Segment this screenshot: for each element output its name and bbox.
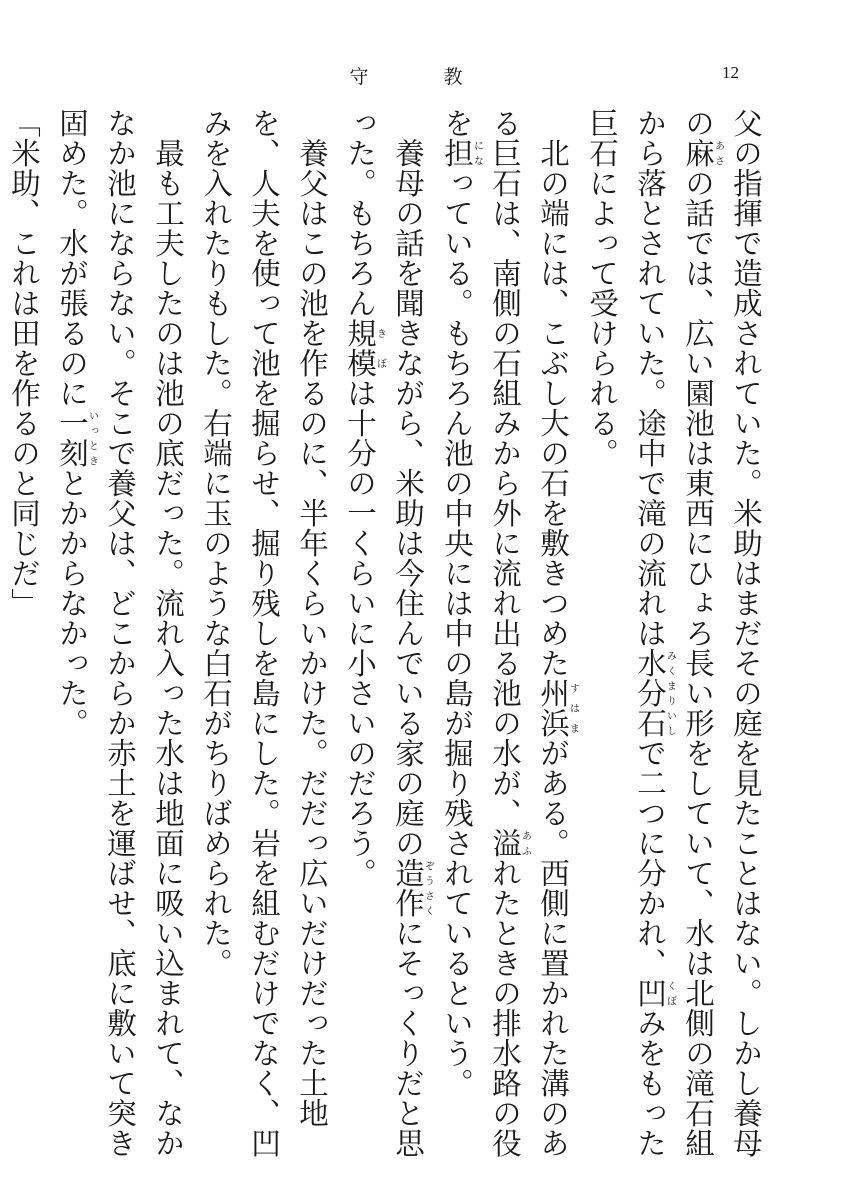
- furigana: 一刻いっとき: [55, 408, 98, 468]
- vertical-body-text: [7, 108, 770, 1168]
- furigana: 溢あふ: [488, 828, 531, 858]
- paragraph-5: 最も工夫したのは池の底だった。流れ入った水は地面に吸い込まれて、なかなか池にならない。そこで養父は、どこからか赤土を運ばせ、底に敷いて突き固めた。水が張るのに一刻いっときとかからなかった。: [55, 108, 185, 1158]
- page-header-title: 守 教: [349, 66, 491, 88]
- furigana: 規模きぼ: [343, 318, 386, 378]
- paragraph-4: 養父はこの池を作るのに、半年くらいかけた。だだっ広いだけだった土地を、人夫を使って池を掘らせ、掘り残しを島にした。岩を組むだけでなく、凹みを入れたりもした。右端に玉のような白石がちりばめられた。: [199, 108, 329, 1158]
- paragraph-1: 父の指揮で造成されていた。米助はまだその庭を見たことはない。しかし養母の麻あさの話では、広い園池は東西にひょろ長い形をしていて、水は北側の滝石組から落とされていた。途中で滝の流れは水分石みくまりいしで二つに分かれ、凹くぼみをもった巨石によって受けられる。: [585, 108, 763, 1158]
- page-number: 12: [722, 63, 739, 82]
- furigana: 麻あさ: [681, 138, 724, 168]
- furigana: 担にな: [440, 138, 483, 168]
- furigana: 造作ぞうさく: [391, 858, 434, 918]
- furigana: 凹くぼ: [633, 978, 676, 1008]
- furigana: 州浜すはま: [536, 678, 579, 738]
- paragraph-3: 養母の話を聞きながら、米助は今住んでいる家の庭の造作ぞうさくにそっくりだと思った。もちろん規模きぼは十分の一くらいに小さいのだろう。: [343, 108, 434, 1158]
- paragraph-2: 北の端には、こぶし大の石を敷きつめた州浜すはまがある。西側に置かれた溝のある巨石は、南側の石組みから外に流れ出る池の水が、溢あふれたときの排水路の役を担になっている。もちろん池の中央には中の島が掘り残されているという。: [440, 108, 579, 1158]
- paragraph-6: 「米助、これは田を作るのと同じだ」: [7, 108, 41, 618]
- furigana: 水分石みくまりいし: [633, 648, 676, 738]
